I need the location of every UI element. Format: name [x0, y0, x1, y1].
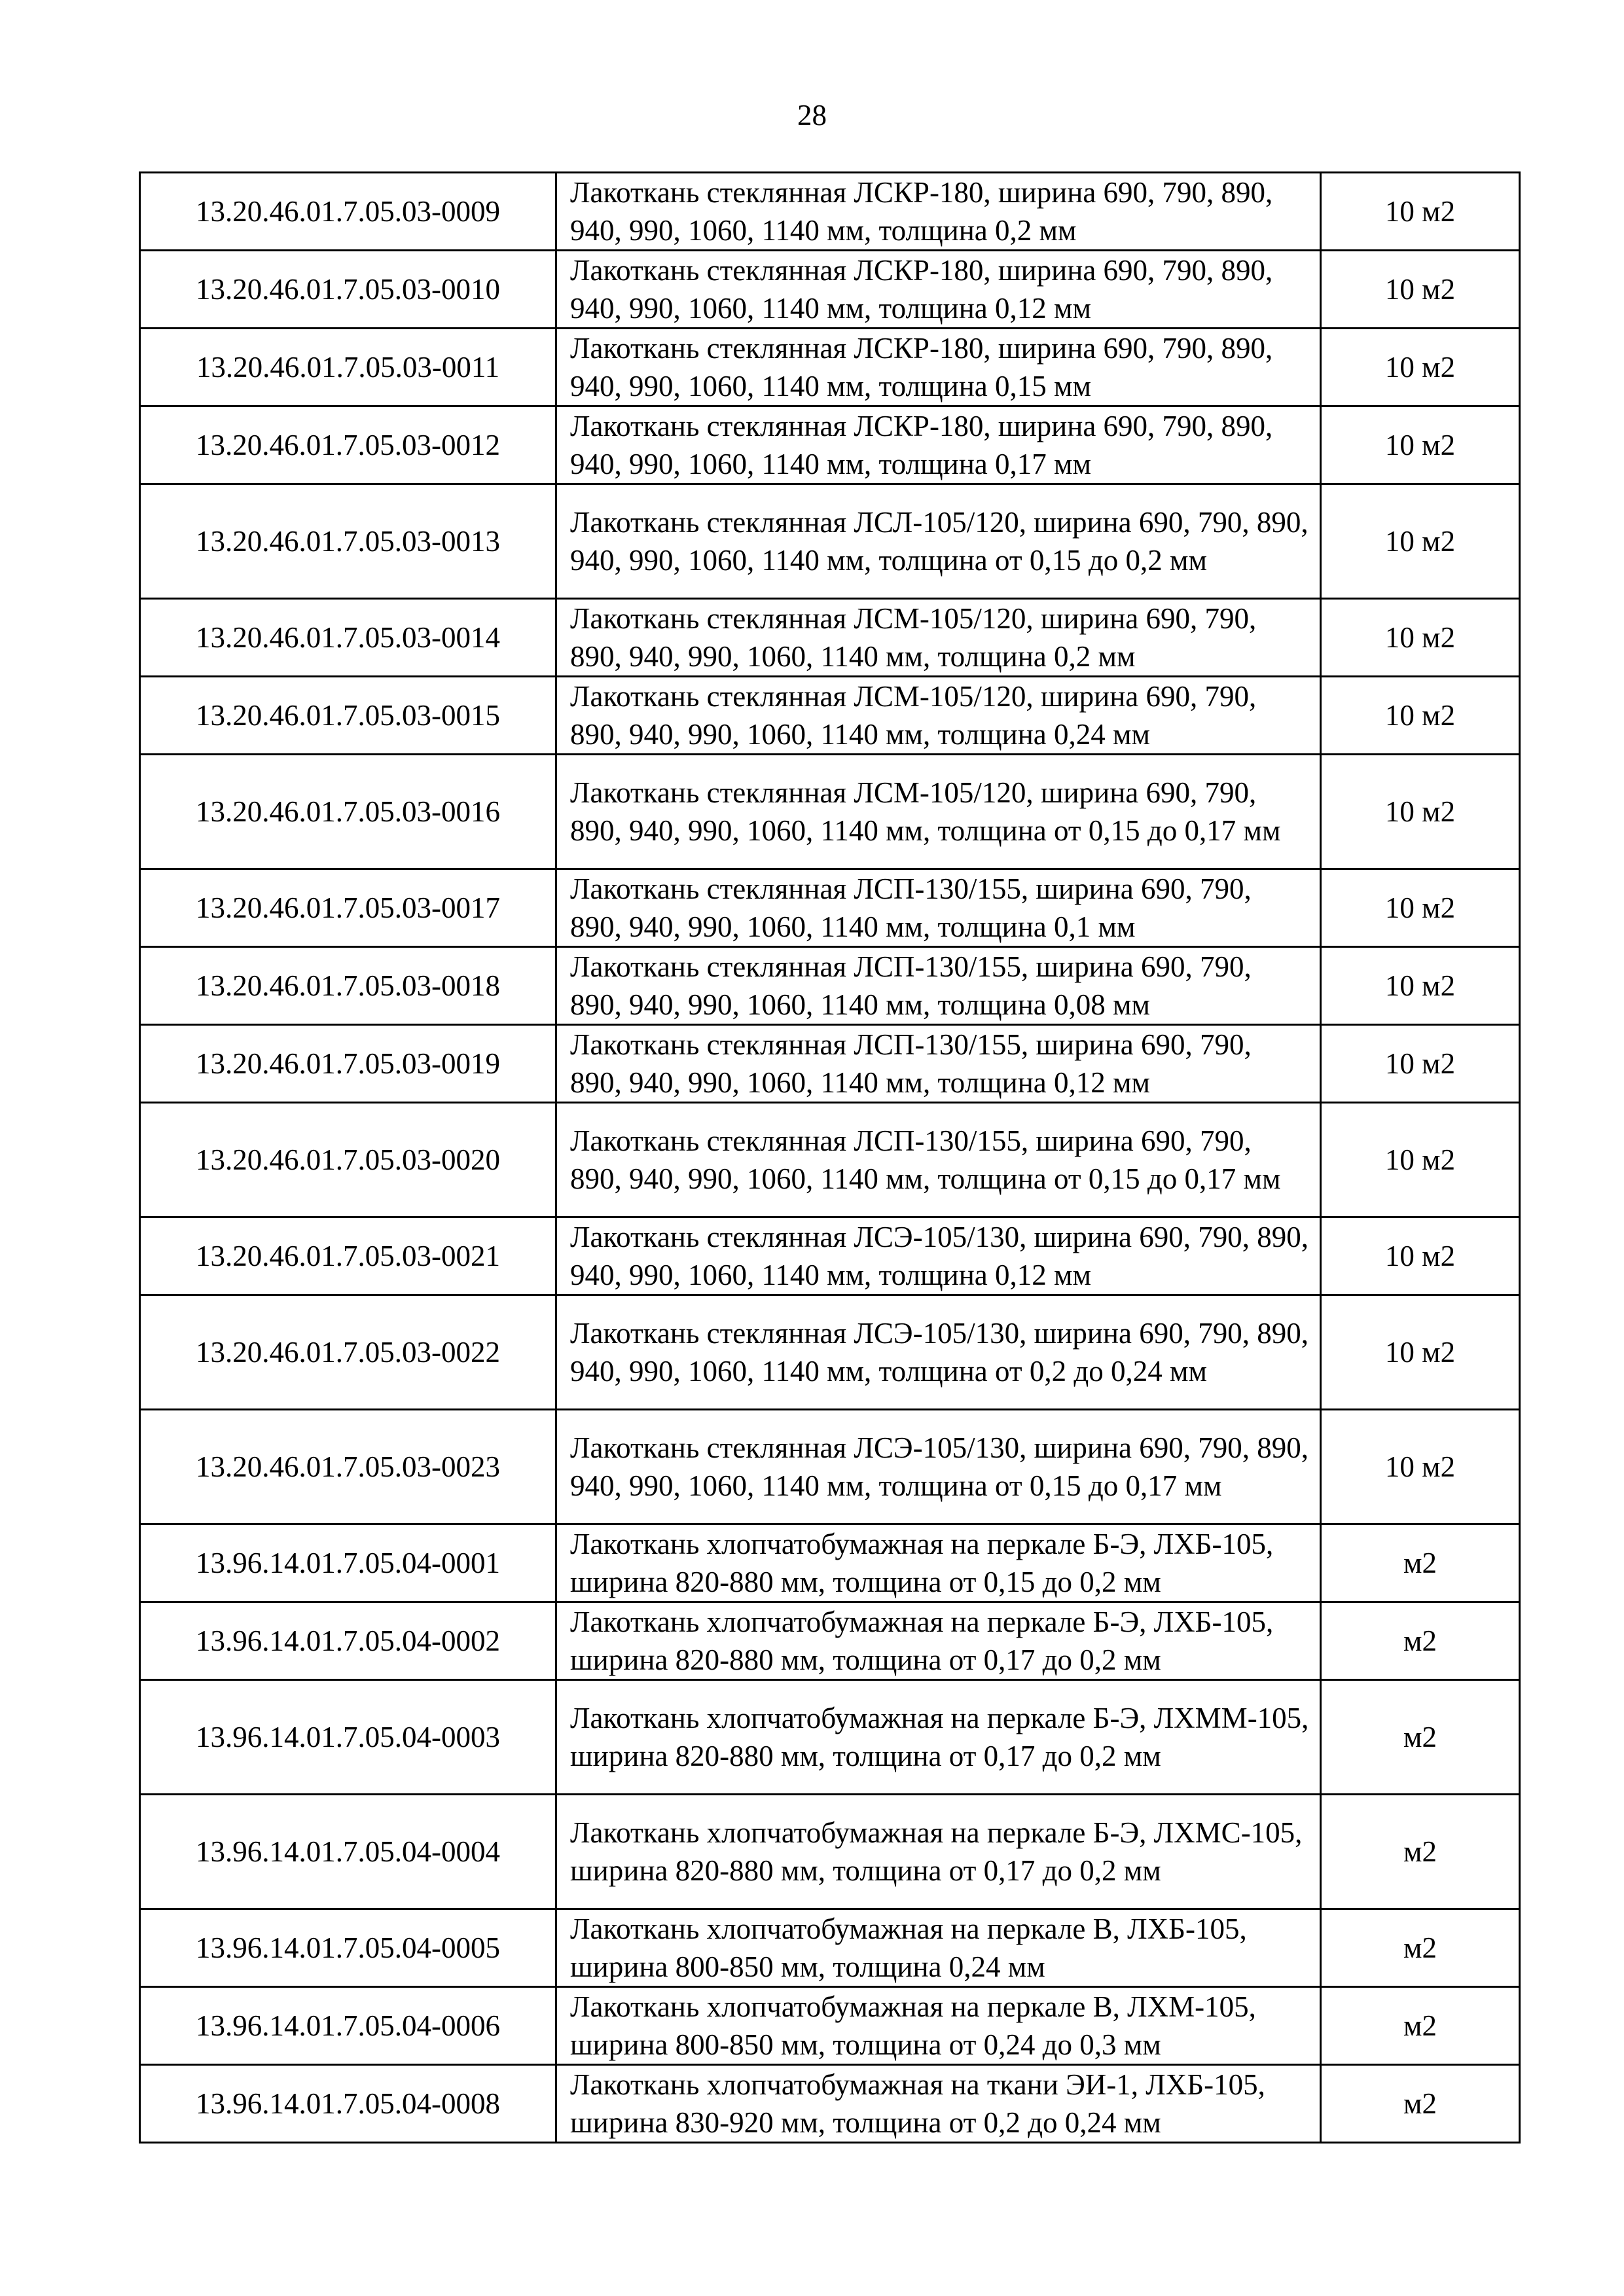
table-row: [140, 1025, 1520, 1103]
row-code: 13.20.46.01.7.05.03-0014: [140, 599, 556, 677]
row-code: 13.96.14.01.7.05.04-0002: [140, 1602, 556, 1680]
row-description: Лакоткань стеклянная ЛСЭ-105/130, ширина 690, 790, 890, 940, 990, 1060, 1140 мм, толщина 0,12 мм: [556, 1217, 1321, 1295]
row-description: Лакоткань стеклянная ЛСП-130/155, ширина 690, 790, 890, 940, 990, 1060, 1140 мм, толщина от 0,15 до 0,17 мм: [556, 1103, 1321, 1217]
row-description: Лакоткань стеклянная ЛСКР-180, ширина 690, 790, 890, 940, 990, 1060, 1140 мм, толщина 0,2 мм: [556, 173, 1321, 251]
row-code: 13.20.46.01.7.05.03-0019: [140, 1025, 556, 1103]
row-description: Лакоткань стеклянная ЛСКР-180, ширина 690, 790, 890, 940, 990, 1060, 1140 мм, толщина 0,12 мм: [556, 251, 1321, 329]
page-number: 28: [797, 99, 827, 132]
row-description: Лакоткань хлопчатобумажная на перкале Б-Э, ЛХБ-105, ширина 820-880 мм, толщина от 0,17 до 0,2 мм: [556, 1602, 1321, 1680]
table-row: [140, 755, 1520, 869]
row-unit: 10 м2: [1321, 406, 1520, 484]
row-description: Лакоткань хлопчатобумажная на ткани ЭИ-1, ЛХБ-105, ширина 830-920 мм, толщина от 0,2 до 0,24 мм: [556, 2065, 1321, 2143]
row-unit: м2: [1321, 1680, 1520, 1795]
row-unit: 10 м2: [1321, 755, 1520, 869]
row-unit: 10 м2: [1321, 1410, 1520, 1524]
row-description: Лакоткань стеклянная ЛСМ-105/120, ширина 690, 790, 890, 940, 990, 1060, 1140 мм, толщина от 0,15 до 0,17 мм: [556, 755, 1321, 869]
row-code: 13.96.14.01.7.05.04-0008: [140, 2065, 556, 2143]
row-unit: 10 м2: [1321, 599, 1520, 677]
table-row: [140, 1987, 1520, 2065]
row-unit: м2: [1321, 1795, 1520, 1909]
row-code: 13.20.46.01.7.05.03-0022: [140, 1295, 556, 1410]
table-row: [140, 947, 1520, 1025]
row-code: 13.96.14.01.7.05.04-0006: [140, 1987, 556, 2065]
row-description: Лакоткань стеклянная ЛСМ-105/120, ширина 690, 790, 890, 940, 990, 1060, 1140 мм, толщина 0,24 мм: [556, 677, 1321, 755]
row-description: Лакоткань стеклянная ЛСЭ-105/130, ширина 690, 790, 890, 940, 990, 1060, 1140 мм, толщина от 0,15 до 0,17 мм: [556, 1410, 1321, 1524]
table-row: [140, 869, 1520, 947]
row-code: 13.96.14.01.7.05.04-0003: [140, 1680, 556, 1795]
row-unit: 10 м2: [1321, 677, 1520, 755]
row-unit: м2: [1321, 1909, 1520, 1987]
row-code: 13.96.14.01.7.05.04-0004: [140, 1795, 556, 1909]
row-code: 13.96.14.01.7.05.04-0005: [140, 1909, 556, 1987]
table-row: [140, 1795, 1520, 1909]
row-unit: м2: [1321, 1602, 1520, 1680]
table-row: [140, 1103, 1520, 1217]
table-row: [140, 329, 1520, 406]
row-code: 13.20.46.01.7.05.03-0009: [140, 173, 556, 251]
table-row: [140, 173, 1520, 251]
row-code: 13.20.46.01.7.05.03-0015: [140, 677, 556, 755]
row-description: Лакоткань стеклянная ЛСП-130/155, ширина 690, 790, 890, 940, 990, 1060, 1140 мм, толщина 0,12 мм: [556, 1025, 1321, 1103]
row-unit: 10 м2: [1321, 869, 1520, 947]
row-code: 13.20.46.01.7.05.03-0011: [140, 329, 556, 406]
row-description: Лакоткань стеклянная ЛСЛ-105/120, ширина 690, 790, 890, 940, 990, 1060, 1140 мм, толщина от 0,15 до 0,2 мм: [556, 484, 1321, 599]
table-row: [140, 406, 1520, 484]
row-unit: 10 м2: [1321, 251, 1520, 329]
row-unit: м2: [1321, 2065, 1520, 2143]
table-row: [140, 1410, 1520, 1524]
row-description: Лакоткань стеклянная ЛСКР-180, ширина 690, 790, 890, 940, 990, 1060, 1140 мм, толщина 0,15 мм: [556, 329, 1321, 406]
table-row: [140, 677, 1520, 755]
row-code: 13.96.14.01.7.05.04-0001: [140, 1524, 556, 1602]
table-row: [140, 1295, 1520, 1410]
row-code: 13.20.46.01.7.05.03-0012: [140, 406, 556, 484]
row-description: Лакоткань хлопчатобумажная на перкале В, ЛХБ-105, ширина 800-850 мм, толщина 0,24 мм: [556, 1909, 1321, 1987]
row-description: Лакоткань хлопчатобумажная на перкале Б-Э, ЛХММ-105, ширина 820-880 мм, толщина от 0,17 до 0,2 мм: [556, 1680, 1321, 1795]
table-row: [140, 484, 1520, 599]
table-row: [140, 1680, 1520, 1795]
row-code: 13.20.46.01.7.05.03-0013: [140, 484, 556, 599]
row-unit: м2: [1321, 1524, 1520, 1602]
row-unit: 10 м2: [1321, 1295, 1520, 1410]
row-unit: 10 м2: [1321, 1103, 1520, 1217]
row-code: 13.20.46.01.7.05.03-0010: [140, 251, 556, 329]
row-unit: 10 м2: [1321, 329, 1520, 406]
row-code: 13.20.46.01.7.05.03-0017: [140, 869, 556, 947]
row-description: Лакоткань хлопчатобумажная на перкале Б-Э, ЛХМС-105, ширина 820-880 мм, толщина от 0,17 до 0,2 мм: [556, 1795, 1321, 1909]
row-unit: 10 м2: [1321, 947, 1520, 1025]
row-code: 13.20.46.01.7.05.03-0016: [140, 755, 556, 869]
row-code: 13.20.46.01.7.05.03-0018: [140, 947, 556, 1025]
table-row: [140, 2065, 1520, 2143]
row-code: 13.20.46.01.7.05.03-0020: [140, 1103, 556, 1217]
row-description: Лакоткань стеклянная ЛСКР-180, ширина 690, 790, 890, 940, 990, 1060, 1140 мм, толщина 0,17 мм: [556, 406, 1321, 484]
row-description: Лакоткань стеклянная ЛСЭ-105/130, ширина 690, 790, 890, 940, 990, 1060, 1140 мм, толщина от 0,2 до 0,24 мм: [556, 1295, 1321, 1410]
row-unit: 10 м2: [1321, 173, 1520, 251]
row-description: Лакоткань стеклянная ЛСП-130/155, ширина 690, 790, 890, 940, 990, 1060, 1140 мм, толщина 0,1 мм: [556, 869, 1321, 947]
row-unit: м2: [1321, 1987, 1520, 2065]
row-description: Лакоткань стеклянная ЛСМ-105/120, ширина 690, 790, 890, 940, 990, 1060, 1140 мм, толщина 0,2 мм: [556, 599, 1321, 677]
row-unit: 10 м2: [1321, 1217, 1520, 1295]
row-description: Лакоткань хлопчатобумажная на перкале В, ЛХМ-105, ширина 800-850 мм, толщина от 0,24 до 0,3 мм: [556, 1987, 1321, 2065]
row-description: Лакоткань стеклянная ЛСП-130/155, ширина 690, 790, 890, 940, 990, 1060, 1140 мм, толщина 0,08 мм: [556, 947, 1321, 1025]
row-unit: 10 м2: [1321, 1025, 1520, 1103]
row-description: Лакоткань хлопчатобумажная на перкале Б-Э, ЛХБ-105, ширина 820-880 мм, толщина от 0,15 до 0,2 мм: [556, 1524, 1321, 1602]
row-code: 13.20.46.01.7.05.03-0023: [140, 1410, 556, 1524]
row-code: 13.20.46.01.7.05.03-0021: [140, 1217, 556, 1295]
table-row: [140, 1909, 1520, 1987]
table-row: [140, 1602, 1520, 1680]
row-unit: 10 м2: [1321, 484, 1520, 599]
materials-table: [139, 171, 1521, 2144]
table-row: [140, 1217, 1520, 1295]
table-row: [140, 1524, 1520, 1602]
table-row: [140, 251, 1520, 329]
table-row: [140, 599, 1520, 677]
